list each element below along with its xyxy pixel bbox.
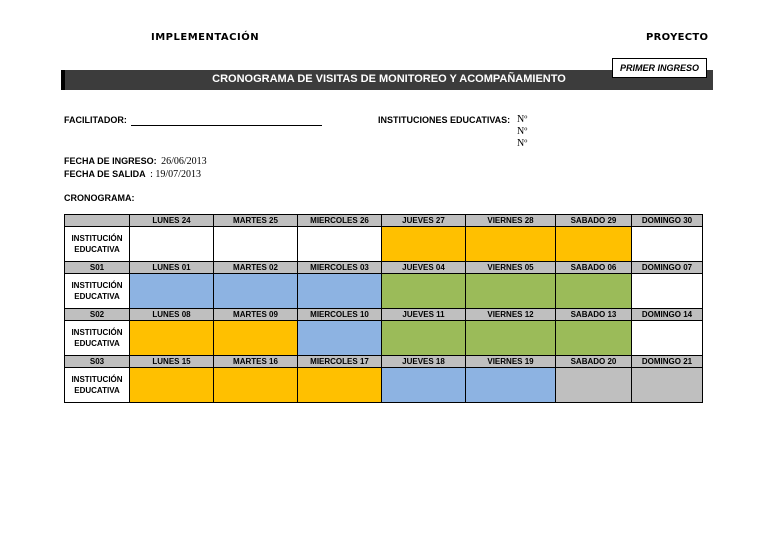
day-header: JUEVES 18 [382,356,466,368]
schedule-cell-green [466,321,556,356]
schedule-cell-white [130,227,214,262]
numero-1: Nº [517,114,528,125]
week-label [65,215,130,227]
schedule-cell-orange [130,321,214,356]
fecha-salida-line [64,164,201,182]
day-header: VIERNES 12 [466,309,556,321]
primer-ingreso-badge: PRIMER INGRESO [612,58,707,78]
day-header: MIERCOLES 26 [298,215,382,227]
schedule-cell-green [556,321,632,356]
cronograma-label: CRONOGRAMA: [64,193,135,203]
schedule-cell-green [556,274,632,309]
schedule-cell-gray [556,368,632,403]
day-header: VIERNES 19 [466,356,556,368]
schedule-cell-blue [466,368,556,403]
day-header: MIERCOLES 03 [298,262,382,274]
day-header: LUNES 24 [130,215,214,227]
schedule-cell-gray [632,368,703,403]
week-header-row [65,356,703,368]
institution-row [65,321,703,356]
day-header: LUNES 01 [130,262,214,274]
week-header-row [65,262,703,274]
facilitador-blank-line [131,125,322,126]
schedule-cell-white [632,321,703,356]
schedule-cell-blue [298,321,382,356]
document-title: CRONOGRAMA DE VISITAS DE MONITOREO Y ACOMPAÑAMIENTO [61,70,713,90]
fecha-ingreso-value: 26/06/2013 [161,156,207,167]
schedule-cell-blue [298,274,382,309]
day-header: MIERCOLES 10 [298,309,382,321]
schedule-cell-orange [466,227,556,262]
schedule-cell-orange [214,321,298,356]
week-label: S03 [65,356,130,368]
schedule-cell-white [298,227,382,262]
day-header: DOMINGO 07 [632,262,703,274]
schedule-cell-orange [130,368,214,403]
institution-row [65,368,703,403]
institution-row [65,227,703,262]
day-header: SABADO 13 [556,309,632,321]
schedule-cell-blue [130,274,214,309]
schedule-cell-green [382,274,466,309]
numero-2: Nº [517,126,528,137]
week-label: S02 [65,309,130,321]
day-header: DOMINGO 21 [632,356,703,368]
day-header: MIERCOLES 17 [298,356,382,368]
schedule-cell-orange [298,368,382,403]
day-header: DOMINGO 30 [632,215,703,227]
day-header: JUEVES 11 [382,309,466,321]
institution-label: INSTITUCIÓN EDUCATIVA [65,227,130,262]
institution-row [65,274,703,309]
week-header-row [65,215,703,227]
facilitador-label: FACILITADOR: [64,115,127,125]
day-header: SABADO 29 [556,215,632,227]
schedule-cell-green [382,321,466,356]
schedule-cell-green [466,274,556,309]
schedule-cell-blue [214,274,298,309]
day-header: JUEVES 04 [382,262,466,274]
day-header: MARTES 02 [214,262,298,274]
institution-label: INSTITUCIÓN EDUCATIVA [65,321,130,356]
day-header: VIERNES 28 [466,215,556,227]
project-heading: PROYECTO [646,32,709,43]
day-header: SABADO 06 [556,262,632,274]
schedule-cell-white [214,227,298,262]
day-header: MARTES 16 [214,356,298,368]
schedule-cell-white [632,227,703,262]
institution-label: INSTITUCIÓN EDUCATIVA [65,368,130,403]
day-header: MARTES 25 [214,215,298,227]
week-header-row [65,309,703,321]
day-header: LUNES 15 [130,356,214,368]
schedule-cell-blue [382,368,466,403]
fecha-salida-label: FECHA DE SALIDA [64,169,146,179]
day-header: JUEVES 27 [382,215,466,227]
institution-label: INSTITUCIÓN EDUCATIVA [65,274,130,309]
week-label: S01 [65,262,130,274]
schedule-table [64,214,703,403]
schedule-cell-orange [382,227,466,262]
day-header: VIERNES 05 [466,262,556,274]
fecha-salida-value: : 19/07/2013 [150,169,201,180]
fecha-ingreso-label: FECHA DE INGRESO: [64,156,157,166]
day-header: MARTES 09 [214,309,298,321]
day-header: SABADO 20 [556,356,632,368]
day-header: LUNES 08 [130,309,214,321]
day-header: DOMINGO 14 [632,309,703,321]
schedule-cell-white [632,274,703,309]
numero-3: Nº [517,138,528,149]
schedule-cell-orange [556,227,632,262]
implementation-heading: IMPLEMENTACIÓN [151,32,260,43]
schedule-cell-orange [214,368,298,403]
instituciones-label: INSTITUCIONES EDUCATIVAS: [378,115,511,125]
